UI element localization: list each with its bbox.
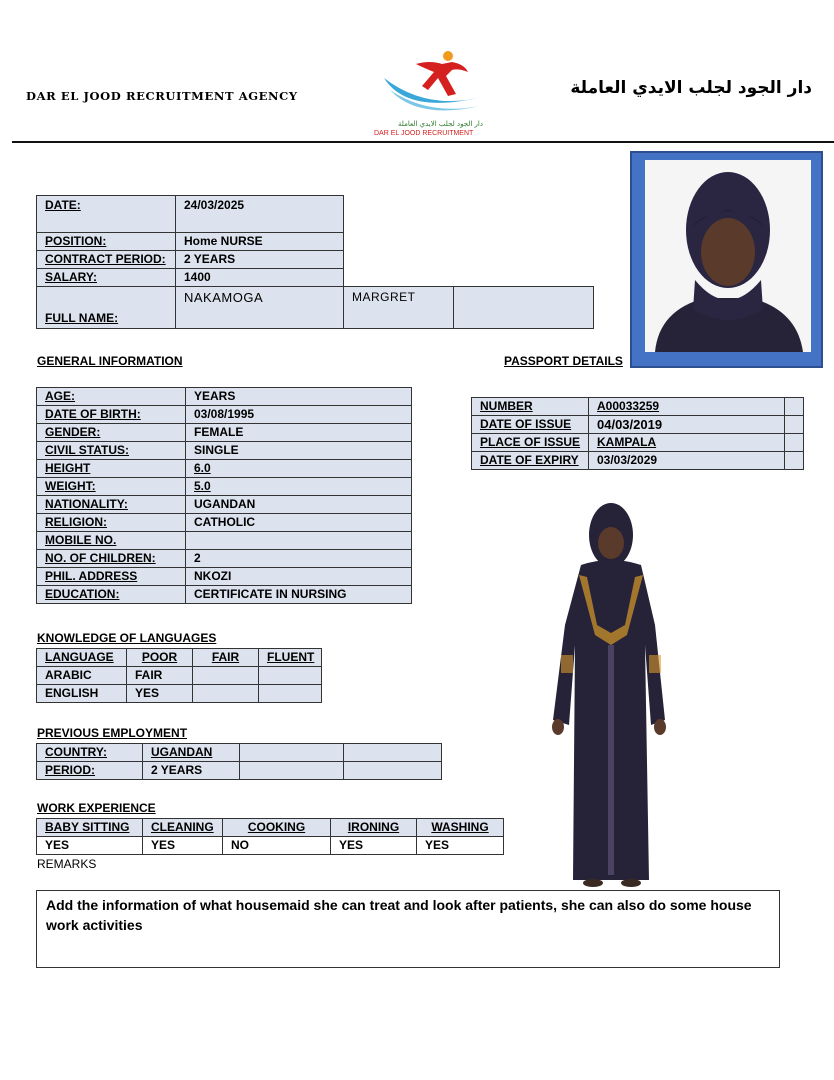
table-row: ARABIC FAIR [37,667,322,685]
country-value: UGANDAN [143,744,240,762]
agency-name-arabic: دار الجود لجلب الايدي العاملة [570,78,812,98]
contract-period-value: 2 YEARS [176,251,344,269]
table-row: DATE OF BIRTH: 03/08/1995 [37,406,412,424]
previous-employment-table [36,743,442,780]
full-name-third [454,287,594,329]
period-value: 2 YEARS [143,762,240,780]
full-body-figure-icon [545,495,675,890]
date-value: 24/03/2025 [176,196,344,233]
table-row: EDUCATION: CERTIFICATE IN NURSING [37,586,412,604]
agency-name-english: DAR EL JOOD RECRUITMENT AGENCY [26,89,298,103]
period-label: PERIOD: [37,762,143,780]
table-row [37,744,442,762]
languages-title: KNOWLEDGE OF LANGUAGES [37,631,217,645]
remarks-text: Add the information of what housemaid she can treat and look after patients, she can also do some house work activities [36,890,780,968]
table-row: LANGUAGE POOR FAIR FLUENT [37,649,322,667]
passport-photo-frame [630,151,823,368]
date-label: DATE: [37,196,176,233]
previous-employment-title: PREVIOUS EMPLOYMENT [37,726,188,740]
languages-table [36,648,322,703]
position-value: Home NURSE [176,233,344,251]
header-divider [12,141,834,143]
table-row: RELIGION: CATHOLIC [37,514,412,532]
work-experience-title: WORK EXPERIENCE [37,801,156,815]
portrait-photo [645,160,811,352]
table-row: HEIGHT 6.0 [37,460,412,478]
table-row: DATE OF EXPIRY 03/03/2029 [472,452,804,470]
table-row: BABY SITTING CLEANING COOKING IRONING WASHING [37,819,504,837]
portrait-figure-icon [645,160,811,352]
table-row: AGE: YEARS [37,388,412,406]
table-row: PHIL. ADDRESS NKOZI [37,568,412,586]
table-row: ENGLISH YES [37,685,322,703]
passport-details-table [471,397,804,470]
full-name-label: FULL NAME: [37,287,176,329]
country-label: COUNTRY: [37,744,143,762]
table-row: YES YES NO YES YES [37,837,504,855]
table-row: WEIGHT: 5.0 [37,478,412,496]
remarks-label: REMARKS [37,857,97,871]
logo-arabic-text: دار الجود لجلب الايدي العاملة [398,120,483,128]
position-label: POSITION: [37,233,176,251]
table-row [37,762,442,780]
table-row: NO. OF CHILDREN: 2 [37,550,412,568]
full-body-photo [545,495,675,890]
work-experience-table [36,818,504,855]
table-row: CIVIL STATUS: SINGLE [37,442,412,460]
table-row: GENDER: FEMALE [37,424,412,442]
salary-label: SALARY: [37,269,176,287]
salary-value: 1400 [176,269,344,287]
full-name-first: NAKAMOGA [176,287,344,329]
passport-details-title: PASSPORT DETAILS [504,354,623,368]
general-information-title: GENERAL INFORMATION [37,354,183,368]
table-row: NATIONALITY: UGANDAN [37,496,412,514]
contract-period-label: CONTRACT PERIOD: [37,251,176,269]
logo-figure-icon [368,50,504,122]
table-row: PLACE OF ISSUE KAMPALA [472,434,804,452]
logo-english-text: DAR EL JOOD RECRUITMENT [374,130,474,137]
full-name-second: MARGRET [344,287,454,329]
table-row: DATE OF ISSUE 04/03/2019 [472,416,804,434]
table-row: NUMBER A00033259 [472,398,804,416]
job-summary-table [36,195,594,329]
table-row: MOBILE NO. [37,532,412,550]
agency-logo [368,50,504,140]
general-information-table [36,387,412,604]
